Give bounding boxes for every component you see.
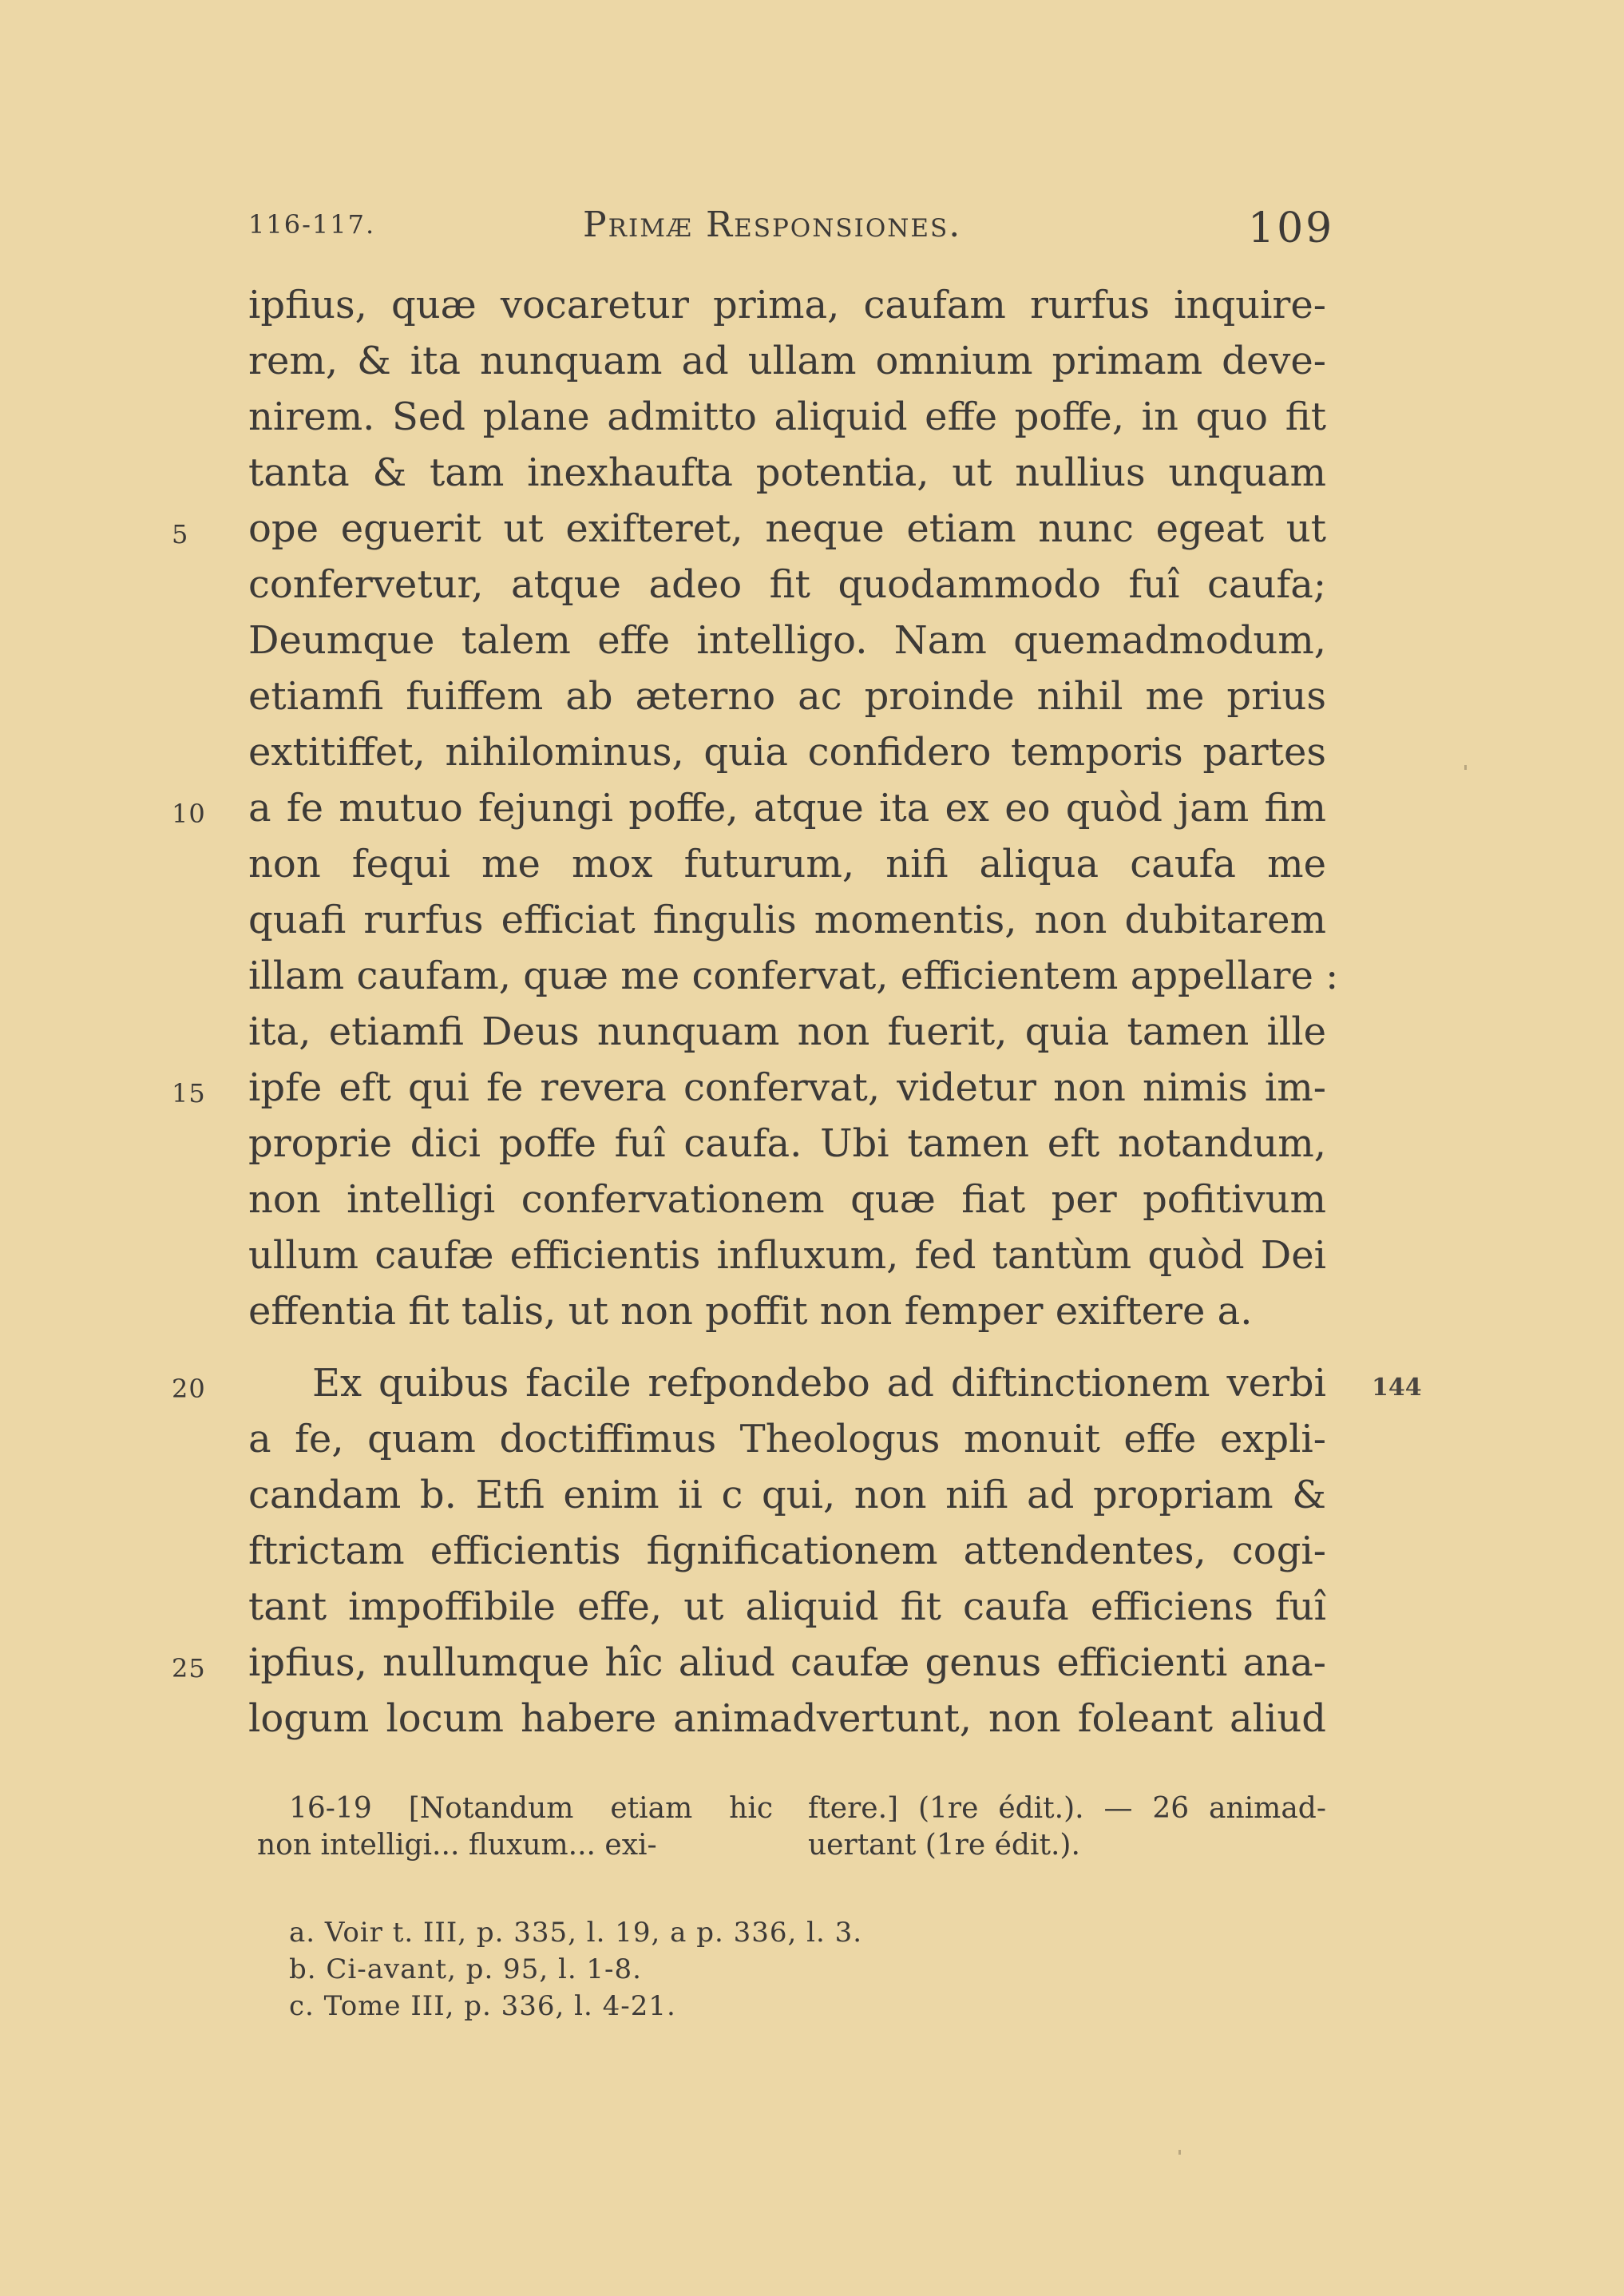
body-line: confervetur, atque adeo fit quodammodo fuî caufa; (248, 562, 1326, 607)
margin-page-reference: 144 (1372, 1374, 1422, 1402)
paper-speck (1464, 765, 1467, 770)
body-line: nirem. Sed plane admitto aliquid effe poffe, in quo fit (248, 395, 1326, 439)
body-line: effentia fit talis, ut non poffit non femper exiftere a. (248, 1289, 1253, 1334)
paper-speck (1178, 2150, 1181, 2155)
variant-reading: 16-19 [Notandum etiam hic (289, 1792, 773, 1825)
body-line: tant impoffibile effe, ut aliquid fit caufa efficiens fuî (248, 1584, 1326, 1629)
line-number: 20 (172, 1374, 206, 1404)
body-line: illam caufam, quæ me confervat, efficientem appellare : (248, 954, 1339, 998)
body-line: quafi rurfus efficiat fingulis momentis, non dubitarem (248, 898, 1326, 942)
body-line: etiamfi fuiffem ab æterno ac proinde nihil me prius (248, 674, 1326, 719)
page-number: 109 (1248, 204, 1335, 252)
body-line: Deumque talem effe intelligo. Nam quemadmodum, (248, 618, 1326, 663)
body-line: rem, & ita nunquam ad ullam omnium primam deve- (248, 339, 1326, 383)
body-line: non fequi me mox futurum, nifi aliqua caufa me (248, 842, 1326, 886)
body-line: ope eguerit ut exifteret, neque etiam nunc egeat ut (248, 506, 1326, 551)
variant-reading: non intelligi... fluxum... exi- (257, 1829, 657, 1862)
running-head-section: 116-117. (248, 209, 376, 240)
variant-reading: ftere.] (1re édit.). — 26 animad- (808, 1792, 1326, 1825)
line-number: 5 (172, 519, 189, 549)
body-line: ullum caufæ efficientis influxum, fed tantùm quòd Dei (248, 1233, 1326, 1278)
footnote: a. Voir t. III, p. 335, l. 19, a p. 336, l. 3. (289, 1917, 863, 1949)
footnote: b. Ci-avant, p. 95, l. 1-8. (289, 1953, 642, 1985)
footnote: c. Tome III, p. 336, l. 4-21. (289, 1990, 676, 2022)
body-line: a fe mutuo fejungi poffe, atque ita ex eo quòd jam fim (248, 786, 1326, 831)
running-head-title: Primæ Responsiones. (583, 204, 962, 245)
body-line: ipfe eft qui fe revera confervat, videtur non nimis im- (248, 1065, 1326, 1110)
variant-reading: uertant (1re édit.). (808, 1829, 1080, 1862)
body-line: ftrictam efficientis fignificationem attendentes, cogi- (248, 1529, 1326, 1573)
line-number: 10 (172, 799, 206, 829)
body-line: extitiffet, nihilominus, quia confidero temporis partes (248, 730, 1326, 775)
body-line: logum locum habere animadvertunt, non foleant aliud (248, 1696, 1326, 1741)
body-line: ipfius, quæ vocaretur prima, caufam rurfus inquire- (248, 283, 1326, 327)
body-line: non intelligi confervationem quæ fiat per pofitivum (248, 1177, 1326, 1222)
body-line: candam b. Etfi enim ii c qui, non nifi ad propriam & (248, 1473, 1326, 1517)
body-line: ita, etiamfi Deus nunquam non fuerit, quia tamen ille (248, 1009, 1326, 1054)
line-number: 15 (172, 1078, 206, 1108)
line-number: 25 (172, 1653, 206, 1683)
body-line: tanta & tam inexhaufta potentia, ut nullius unquam (248, 450, 1326, 495)
body-line: ipfius, nullumque hîc aliud caufæ genus efficienti ana- (248, 1640, 1326, 1685)
body-line: Ex quibus facile refpondebo ad diftinctionem verbi (312, 1361, 1326, 1406)
body-line: a fe, quam doctiffimus Theologus monuit effe expli- (248, 1417, 1326, 1461)
body-line: proprie dici poffe fuî caufa. Ubi tamen eft notandum, (248, 1121, 1326, 1166)
